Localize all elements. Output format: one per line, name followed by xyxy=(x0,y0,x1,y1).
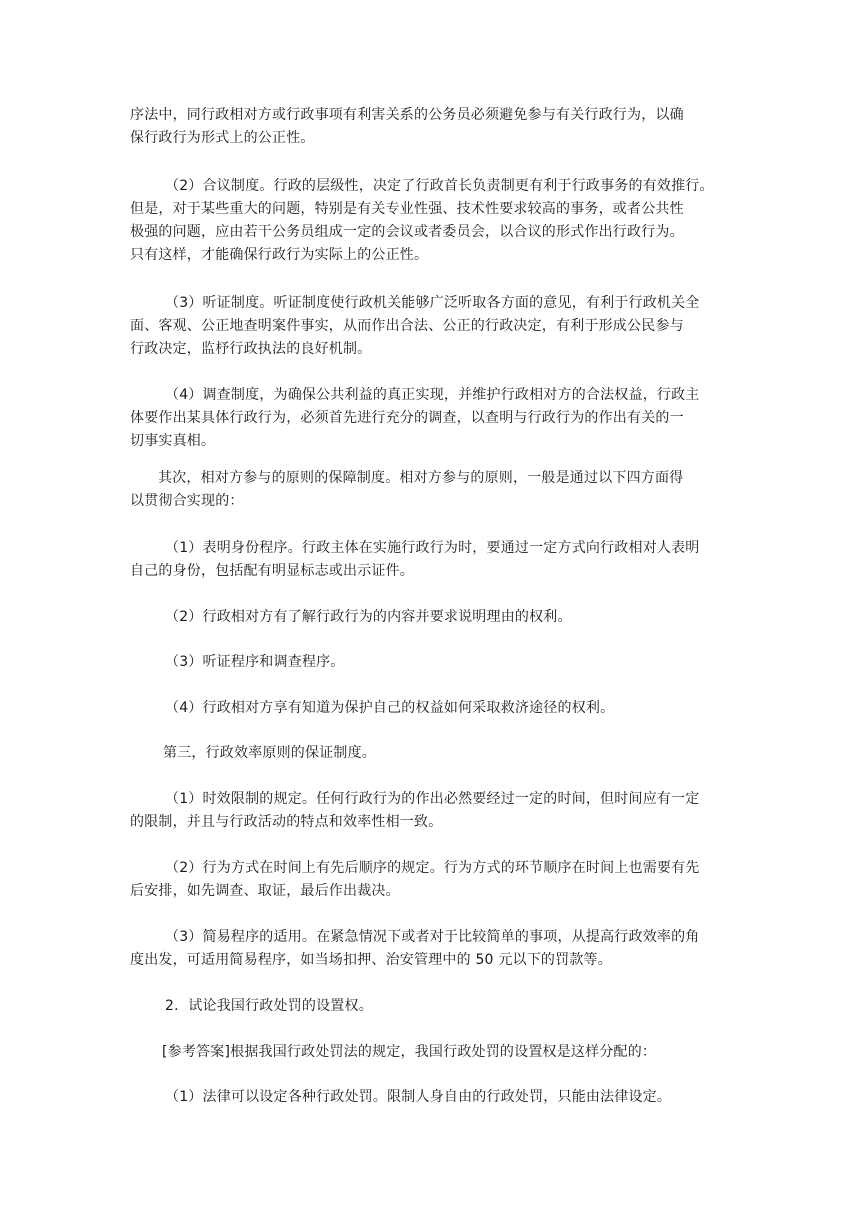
paragraph-collegial-system xyxy=(130,175,742,267)
text-line: 体要作出某具体行政行为，必须首先进行充分的调查，以查明与行政行为的作出有关的一 xyxy=(130,410,684,426)
text-line: （3）听证制度。听证制度使行政机关能够广泛听取各方面的意见，有利于行政机关全 xyxy=(165,295,700,311)
paragraph-hearing-system xyxy=(130,292,742,361)
text-line: （2）合议制度。行政的层级性，决定了行政首长负责制更有利于行政事务的有效推行。 xyxy=(165,178,714,194)
text-line: （4）行政相对方享有知道为保护自己的权益如何采取救济途径的权利。 xyxy=(165,700,615,716)
text-line: 的限制，并且与行政活动的特点和效率性相一致。 xyxy=(130,814,443,830)
text-line: 只有这样，才能确保行政行为实际上的公正性。 xyxy=(130,247,429,263)
text-line: 第三，行政效率原则的保证制度。 xyxy=(163,745,376,761)
reference-answer xyxy=(130,1041,742,1064)
text-line: （1）表明身份程序。行政主体在实施行政行为时，要通过一定方式向行政相对人表明 xyxy=(165,540,700,556)
paragraph-participation-principle xyxy=(130,467,742,513)
paragraph-efficiency-principle xyxy=(130,742,742,765)
paragraph-sequence xyxy=(130,857,742,903)
text-line: （3）简易程序的适用。在紧急情况下或者对于比较简单的事项，从提高行政效率的角 xyxy=(165,929,700,945)
paragraph-remedy-right xyxy=(130,697,742,720)
text-line: 2．试论我国行政处罚的设置权。 xyxy=(165,998,373,1014)
paragraph-simplified-procedure xyxy=(130,926,742,972)
text-line: 序法中，同行政相对方或行政事项有利害关系的公务员必须避免参与有关行政行为，以确 xyxy=(130,107,684,123)
text-line: （1）时效限制的规定。任何行政行为的作出必然要经过一定的时间，但时间应有一定 xyxy=(165,791,700,807)
text-line: 行政决定，监杼行政执法的良好机制。 xyxy=(130,341,372,357)
text-line: 度出发，可适用简易程序，如当场扣押、治安管理中的 50 元以下的罚款等。 xyxy=(130,952,612,968)
text-line: 后安排，如先调查、取证，最后作出裁决。 xyxy=(130,883,400,899)
text-line: 其次，相对方参与的原则的保障制度。相对方参与的原则，一般是通过以下四方面得 xyxy=(158,470,684,486)
text-line: （2）行为方式在时间上有先后顺序的规定。行为方式的环节顺序在时间上也需要有先 xyxy=(165,860,700,876)
question-heading xyxy=(130,995,742,1018)
paragraph-time-limit xyxy=(130,788,742,834)
text-line: 以贯彻合实现的： xyxy=(130,493,244,509)
paragraph-investigation-system xyxy=(130,384,742,453)
text-line: 但是，对于某些重大的问题，特别是有关专业性强、技术性要求较高的事务，或者公共性 xyxy=(130,201,684,217)
paragraph-identity-procedure xyxy=(130,537,742,583)
paragraph-law-setting xyxy=(130,1086,742,1109)
text-line: （2）行政相对方有了解行政行为的内容并要求说明理由的权利。 xyxy=(165,609,572,625)
paragraph-recusal xyxy=(130,104,742,150)
text-line: 切事实真相。 xyxy=(130,433,216,449)
paragraph-right-to-know xyxy=(130,606,742,629)
paragraph-hearing-procedure xyxy=(130,651,742,674)
text-line: 面、客观、公正地查明案件事实，从而作出合法、公正的行政决定，有利于形成公民参与 xyxy=(130,318,684,334)
text-line: 保行政行为形式上的公正性。 xyxy=(130,130,315,146)
text-line: （3）听证程序和调查程序。 xyxy=(165,654,345,670)
text-line: （1）法律可以设定各种行政处罚。限制人身自由的行政处罚，只能由法律设定。 xyxy=(165,1089,672,1105)
text-line: [参考答案]根据我国行政处罚法的规定，我国行政处罚的设置权是这样分配的： xyxy=(162,1044,657,1060)
text-line: 自己的身份，包括配有明显标志或出示证件。 xyxy=(130,563,414,579)
text-line: （4）调查制度，为确保公共利益的真正实现，并维护行政相对方的合法权益，行政主 xyxy=(165,387,700,403)
text-line: 极强的问题，应由若干公务员组成一定的会议或者委员会，以合议的形式作出行政行为。 xyxy=(130,224,684,240)
